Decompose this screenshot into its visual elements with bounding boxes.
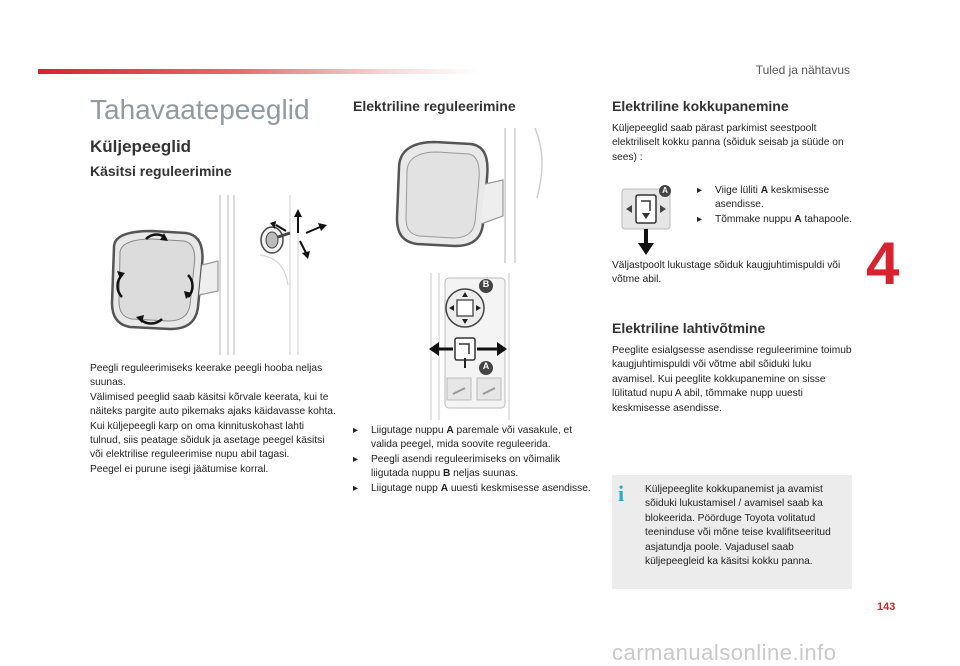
folding-text: Küljepeeglid saab pärast parkimist seestpoolt elektriliselt kokku panna (sõiduk seisab ja süüde on sees) :	[612, 123, 844, 163]
fold-switch-illustration	[620, 185, 675, 257]
manual-text	[90, 362, 336, 477]
heading-electric-unfolding: Elektriline lahtivõtmine	[612, 320, 766, 336]
list-item: ▸ Viige lüliti A keskmisesse asendisse.	[697, 184, 857, 213]
watermark: carmanualsonline.info	[612, 640, 837, 665]
page-number: 143	[877, 601, 896, 613]
section-title: Tuled ja nähtavus	[755, 63, 850, 77]
unfolding-text: Peeglite esialgsesse asendisse reguleerimine toimub kaugjuhtimispuldi või võtme abil sõiduki luku avamisel. Kui peeglite kokkupanemine on sisse lülitatud nupu A abil, tõmmake nupp uuesti keskmisesse asendisse.	[612, 345, 852, 414]
info-text: Küljepeeglite kokkupanemist ja avamist sõiduki lukustamisel / avamisel saab ka blokeerida. Pöörduge Toyota volitatud teeninduse või mõne teise kvalifitseeritud asjatundja poole. Vajadusel saab küljepeegleid ka käsitsi kokku panna.	[645, 484, 831, 568]
manual-paragraph: Välimised peeglid saab käsitsi kõrvale keerata, kui te näiteks pargite auto pikemaks ajaks käidavasse kohta.	[90, 391, 336, 418]
folding-steps	[697, 184, 857, 227]
manual-mirror-illustration	[100, 195, 335, 355]
label-a: A	[482, 361, 490, 371]
heading-electric-folding: Elektriline kokkupanemine	[612, 98, 789, 114]
label-b: B	[482, 279, 490, 289]
header-accent-bar	[38, 69, 478, 74]
list-item: ▸ Tõmmake nuppu A tahapoole.	[697, 213, 857, 227]
page-title: Tahavaatepeeglid	[90, 94, 310, 125]
subtitle-side-mirrors: Küljepeeglid	[90, 137, 192, 156]
electric-adjust-illustration	[385, 128, 555, 420]
manual-paragraph: Peegli reguleerimiseks keerake peegli hooba neljas suunas.	[90, 363, 323, 389]
manual-paragraph: Peegel ei purune isegi jäätumise korral.	[90, 463, 269, 475]
outside-lock-text: Väljastpoolt lukustage sõiduk kaugjuhtimispuldi või võtme abil.	[612, 260, 841, 286]
list-item: ▸ Liigutage nuppu A paremale või vasakule, et valida peegel, mida soovite reguleerida.	[353, 424, 598, 453]
info-box	[612, 475, 852, 589]
chapter-number: 4	[866, 230, 900, 297]
heading-manual-adjustment: Käsitsi reguleerimine	[90, 163, 232, 179]
manual-paragraph: Kui küljepeegli karp on oma kinnituskohast lahti tulnud, siis peatage sõiduk ja asetage peegel käsitsi või elektrilise reguleerimise nupu abil tagasi.	[90, 420, 325, 461]
label-a-fold: A	[662, 186, 668, 195]
heading-electric-adjustment: Elektriline reguleerimine	[353, 98, 516, 114]
electric-adjust-steps	[353, 424, 598, 496]
info-icon: i	[618, 481, 625, 506]
list-item: ▸ Liigutage nupp A uuesti keskmisesse asendisse.	[353, 482, 598, 496]
list-item: ▸ Peegli asendi reguleerimiseks on võimalik liigutada nuppu B neljas suunas.	[353, 453, 598, 482]
